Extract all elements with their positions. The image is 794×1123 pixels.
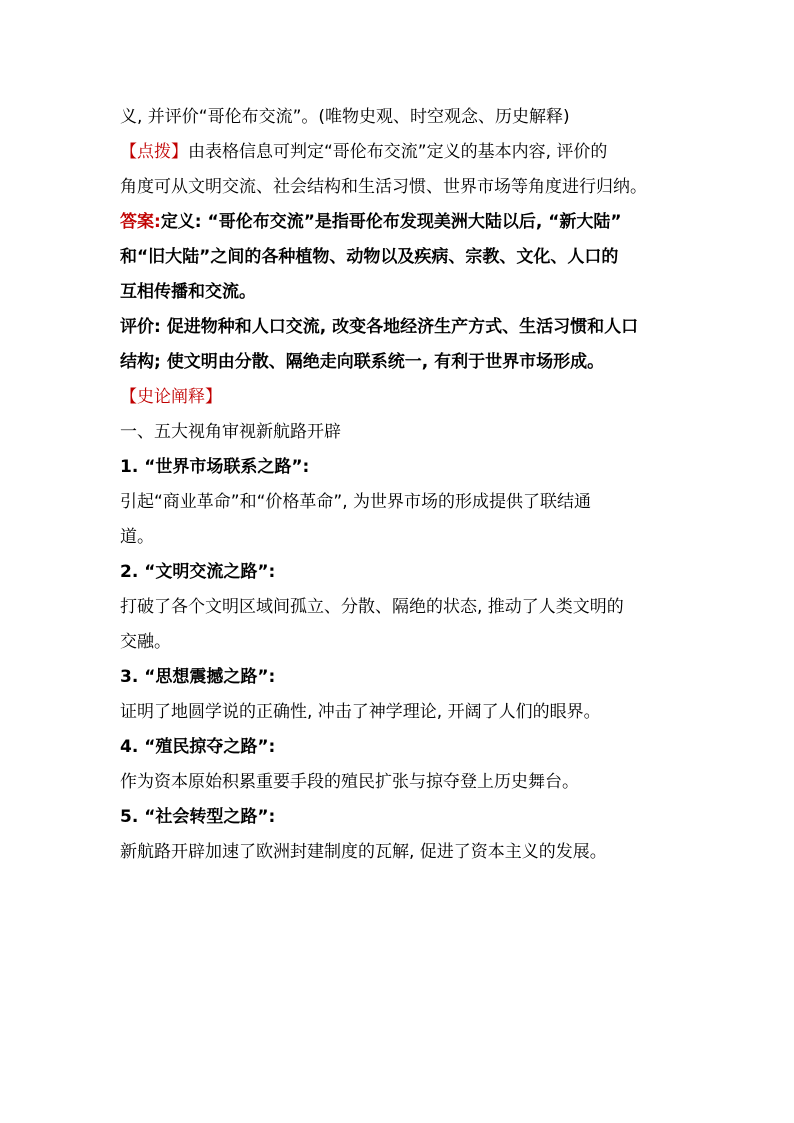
section-label: 【史论阐释】 <box>120 387 222 407</box>
answer-line-1 <box>120 205 680 240</box>
answer-label: 答案: <box>120 212 161 232</box>
document-body <box>120 100 680 870</box>
tip-text-1: 由表格信息可判定“哥伦布交流”定义的基本内容, 评价的 <box>188 142 608 162</box>
item-1-text-2: 道。 <box>120 527 154 547</box>
item-4-heading: 4. “殖民掠夺之路”: <box>120 737 276 757</box>
item-3-text-1: 证明了地圆学说的正确性, 冲击了神学理论, 开阔了人们的眼界。 <box>120 702 601 722</box>
item-5-text-1: 新航路开辟加速了欧洲封建制度的瓦解, 促进了资本主义的发展。 <box>120 842 607 862</box>
tip-label: 【点拨】 <box>120 142 188 162</box>
answer-text-1: 定义: “哥伦布交流”是指哥伦布发现美洲大陆以后, “新大陆” <box>160 212 622 232</box>
answer-line-3: 互相传播和交流。 <box>120 282 256 302</box>
answer-line-5: 结构; 使文明由分散、隔绝走向联系统一, 有利于世界市场形成。 <box>120 352 605 372</box>
item-2-heading: 2. “文明交流之路”: <box>120 562 276 582</box>
item-1-text-1: 引起“商业革命”和“价格革命”, 为世界市场的形成提供了联结通 <box>120 492 592 512</box>
item-2-text-2: 交融。 <box>120 632 171 652</box>
item-1-heading: 1. “世界市场联系之路”: <box>120 457 310 477</box>
answer-line-4: 评价: 促进物种和人口交流, 改变各地经济生产方式、生活习惯和人口 <box>120 317 639 337</box>
item-4-text-1: 作为资本原始积累重要手段的殖民扩张与掠夺登上历史舞台。 <box>120 772 579 792</box>
item-2-text-1: 打破了各个文明区域间孤立、分散、隔绝的状态, 推动了人类文明的 <box>120 597 624 617</box>
section-title: 一、五大视角审视新航路开辟 <box>120 422 341 442</box>
item-5-heading: 5. “社会转型之路”: <box>120 807 276 827</box>
tip-line-1 <box>120 135 680 170</box>
tip-line-2: 角度可从文明交流、社会结构和生活习惯、世界市场等角度进行归纳。 <box>120 177 647 197</box>
item-3-heading: 3. “思想震撼之路”: <box>120 667 276 687</box>
paragraph-continuation: 义, 并评价“哥伦布交流”。(唯物史观、时空观念、历史解释) <box>120 107 570 127</box>
answer-line-2: 和“旧大陆”之间的各种植物、动物以及疾病、宗教、文化、人口的 <box>120 247 619 267</box>
